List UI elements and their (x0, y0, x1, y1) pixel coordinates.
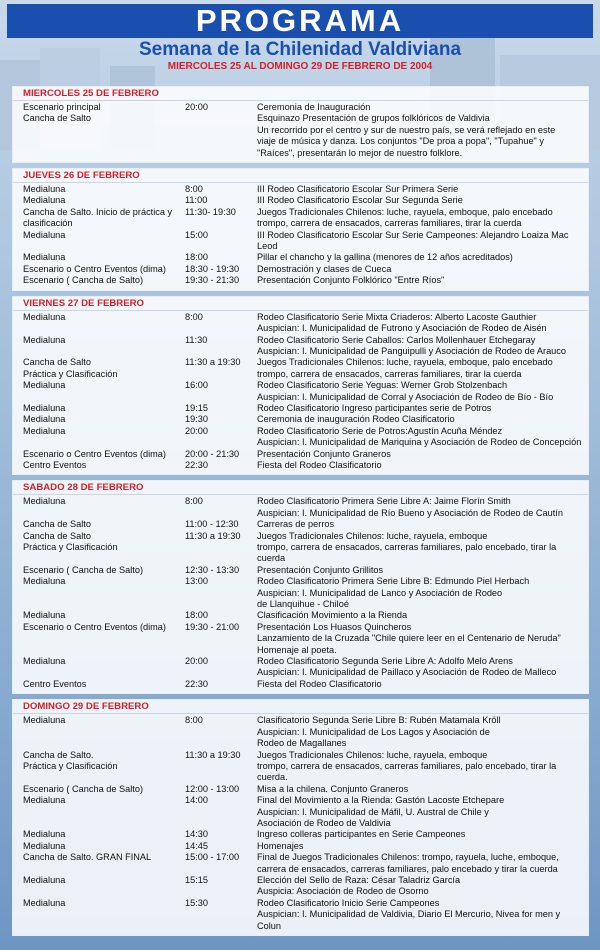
schedule-row (13, 335, 588, 346)
event-time (185, 218, 257, 229)
event-place: Medialuna (23, 402, 66, 413)
day-heading: SABADO 28 DE FEBRERO (13, 482, 588, 495)
event-description: Asociación de Rodeo de Valdivia (257, 817, 391, 828)
schedule-row (13, 738, 588, 749)
schedule-row (13, 102, 588, 113)
event-description: Rodeo de Magallanes (257, 738, 347, 749)
event-place (13, 667, 185, 678)
event-description: Auspician: I. Municipalidad de Máfil, U. Austral de Chile y (257, 806, 489, 817)
event-time (185, 909, 257, 932)
event-description: "Raíces", presentarán lo mejor de nuestro folklore. (257, 147, 463, 158)
event-place: Cancha de Salto. (23, 749, 94, 760)
schedule-row (13, 784, 588, 795)
event-place (13, 508, 185, 519)
event-place: Medialuna (23, 311, 66, 322)
event-place: Escenario ( Cancha de Salto) (23, 275, 144, 286)
event-place: Cancha de Salto. Inicio de práctica y (23, 206, 173, 217)
event-description: Auspician: I. Municipalidad de Lanco y Asociación de Rodeo (257, 587, 503, 598)
event-place: Medialuna (23, 496, 66, 507)
event-place (13, 148, 185, 159)
event-place: Medialuna (23, 414, 66, 425)
event-time (185, 667, 257, 678)
event-time (185, 542, 257, 565)
day-block (12, 699, 589, 936)
event-description: Ingreso colleras participantes en Serie Campeones (257, 829, 466, 840)
event-description: Rodeo Clasificatorio Primera Serie Libre A: Jaime Florín Smith (257, 496, 511, 507)
event-place: Práctica y Clasificación (23, 368, 118, 379)
event-place: Medialuna (23, 380, 66, 391)
event-description: Final de Juegos Tradicionales Chilenos: trompo, rayuela, luche, emboque, (257, 852, 559, 863)
event-description: trompo, carrera de ensacados, carreras familiares, tirar la cuerda (257, 368, 522, 379)
event-time: 19:30 - 21:30 (185, 275, 240, 286)
event-time: 18:00 (185, 252, 208, 263)
event-place (13, 346, 185, 357)
event-time: 15:30 (185, 897, 208, 908)
event-description: trompo, carrera de ensacados, carreras familiares, tirar la cuerda (257, 218, 522, 229)
schedule-row (13, 508, 588, 519)
schedule-row (13, 323, 588, 334)
event-place: Práctica y Clasificación (23, 542, 118, 552)
event-description: III Rodeo Clasificatorio Escolar Sur Segunda Serie (257, 195, 463, 206)
event-place (13, 323, 185, 334)
event-time (185, 738, 257, 749)
schedule-row (13, 184, 588, 195)
schedule-row (13, 218, 588, 229)
event-time: 15:00 (185, 229, 208, 240)
event-time (185, 508, 257, 519)
schedule-row (13, 230, 588, 253)
schedule-row (13, 357, 588, 368)
event-place: Medialuna (23, 715, 66, 726)
schedule-row (13, 818, 588, 829)
event-description: viaje de música y danza. Los conjuntos "De proa a popa", "Tupahue" y (257, 136, 544, 147)
schedule-row (13, 437, 588, 448)
event-time: 18:00 (185, 610, 208, 621)
event-description: Homenaje al poeta. (257, 644, 337, 655)
schedule-row (13, 875, 588, 886)
schedule-row (13, 588, 588, 599)
event-description: trompo, carrera de ensacados, carreras familiares, palo encebado, tirar la cuerda (257, 542, 557, 564)
schedule-row (13, 403, 588, 414)
event-place (13, 738, 185, 749)
event-time (185, 886, 257, 897)
event-description: Pillar el chancho y la gallina (menores de 12 años acreditados) (257, 252, 513, 263)
event-time: 19:30 (185, 414, 208, 425)
event-time: 16:00 (185, 380, 208, 391)
event-time (185, 136, 257, 147)
event-description: trompo, carrera de ensacados, carreras familiares, palo encebado, tirar la cuerda. (257, 760, 557, 783)
event-time: 20:00 (185, 102, 208, 112)
day-heading: MIERCOLES 25 DE FEBRERO (13, 88, 588, 101)
event-description: Presentación Conjunto Folklórico "Entre Ríos" (257, 275, 445, 286)
event-time (185, 588, 257, 599)
event-time (185, 437, 257, 448)
schedule-row (13, 864, 588, 875)
schedule-row (13, 392, 588, 403)
schedule-row (13, 264, 588, 275)
schedule-row (13, 312, 588, 323)
event-place (13, 886, 185, 897)
event-description: Final del Movimiento a la Rienda: Gastón Lacoste Etchepare (257, 795, 505, 806)
event-time: 11:30 a 19:30 (185, 749, 241, 760)
day-block (12, 480, 589, 694)
schedule-row (13, 909, 588, 932)
event-place (13, 588, 185, 599)
event-time: 14:45 (185, 840, 208, 851)
event-place (13, 633, 185, 644)
event-place: Medialuna (23, 795, 66, 806)
event-time (185, 125, 257, 136)
event-time: 15:00 - 17:00 (185, 852, 240, 863)
schedule-row (13, 531, 588, 542)
event-place (13, 727, 185, 738)
event-time (185, 761, 257, 784)
event-time: 15:15 (185, 874, 208, 885)
event-place: clasificación (23, 218, 73, 229)
event-description: Rodeo Clasificatorio Inicio Serie Campeones (257, 897, 440, 908)
event-time (185, 346, 257, 357)
event-time: 11:30 (185, 334, 208, 345)
schedule-row (13, 645, 588, 656)
date-range: MIERCOLES 25 AL DOMINGO 29 DE FEBRERO DE 2004 (167, 61, 433, 72)
event-description: Presentación Los Huasos Quincheros (257, 621, 412, 632)
event-place: Medialuna (23, 576, 66, 587)
event-place: Medialuna (23, 656, 66, 667)
schedule-row (13, 852, 588, 863)
event-time: 8:00 (185, 496, 203, 507)
event-time: 12:00 - 13:00 (185, 783, 240, 794)
event-place: Escenario ( Cancha de Salto) (23, 783, 144, 794)
event-description: Lanzamiento de la Cruzada "Chile quiere leer en el Centenario de Neruda" (257, 633, 561, 644)
schedule-row (13, 195, 588, 206)
schedule-row (13, 426, 588, 437)
event-place (13, 125, 185, 136)
event-time: 20:00 - 21:30 (185, 448, 240, 459)
event-description: Esquinazo Presentación de grupos folklóricos de Valdivia (257, 113, 490, 124)
event-place: Medialuna (23, 897, 66, 908)
event-place: Medialuna (23, 840, 66, 851)
event-description: Auspician: I. Municipalidad de Paillaco y Asociación de Rodeo de Malleco (257, 667, 557, 678)
event-description: Rodeo Clasificatorio Ingreso participantes serie de Potros (257, 402, 492, 413)
event-place: Escenario principal (23, 102, 101, 112)
schedule-row (13, 633, 588, 644)
schedule-row (13, 829, 588, 840)
event-description: de Llanquihue - Chiloé (257, 599, 349, 610)
event-place (13, 818, 185, 829)
event-place: Medialuna (23, 425, 66, 436)
event-time (185, 645, 257, 656)
schedule-row (13, 727, 588, 738)
event-description: Clasificación Movimiento a la Rienda (257, 610, 408, 621)
event-description: Elección del Sello de Raza: César Taladriz García (257, 874, 461, 885)
event-description: Fiesta del Rodeo Clasificatorio (257, 678, 382, 689)
event-time: 20:00 (185, 425, 208, 436)
day-block (12, 86, 589, 163)
schedule-row (13, 750, 588, 761)
event-time (185, 727, 257, 738)
event-description: Auspician: I. Municipalidad de Valdivia, Diario El Mercurio, Nivea for men y Colun (257, 909, 561, 931)
event-description: Ceremonia de Inauguración (257, 102, 371, 112)
event-description: Rodeo Clasificatorio Serie de Potros:Agustín Acuña Méndez (257, 425, 503, 436)
event-place (13, 909, 185, 932)
event-time: 14:00 (185, 795, 208, 806)
event-place: Cancha de Salto (23, 113, 91, 124)
schedule-row (13, 519, 588, 530)
schedule-row (13, 369, 588, 380)
event-place: Cancha de Salto. GRAN FINAL (23, 852, 152, 863)
event-place (13, 599, 185, 610)
event-time: 22:30 (185, 678, 208, 689)
event-time (185, 818, 257, 829)
event-place: Medialuna (23, 195, 66, 206)
day-block (12, 296, 589, 476)
event-time (185, 633, 257, 644)
header (0, 4, 600, 73)
schedule-row (13, 795, 588, 806)
event-place (13, 437, 185, 448)
event-place: Cancha de Salto (23, 519, 91, 530)
event-place: Cancha de Salto (23, 357, 91, 368)
schedule-row (13, 380, 588, 391)
schedule-row (13, 125, 588, 136)
event-description: III Rodeo Clasificatorio Escolar Sur Serie Campeones: Alejandro Loaiza Mac Leod (257, 229, 569, 252)
event-description: carrera de ensacados, carreras familiares, palo encebado y tirar la cuerda (257, 863, 558, 874)
schedule-row (13, 761, 588, 784)
event-place: Escenario o Centro Eventos (dima) (23, 448, 166, 459)
day-block (12, 168, 589, 291)
event-description: Juegos Tradicionales Chilenos: luche, rayuela, emboque (257, 749, 488, 760)
event-description: Rodeo Clasificatorio Segunda Serie Libre A: Adolfo Melo Arens (257, 656, 513, 667)
event-description: Demostración y clases de Cueca (257, 263, 392, 274)
event-time: 8:00 (185, 311, 203, 322)
schedule-row (13, 898, 588, 909)
schedule-row (13, 148, 588, 159)
event-time: 19:15 (185, 402, 208, 413)
schedule-row (13, 886, 588, 897)
event-description: III Rodeo Clasificatorio Escolar Sur Primera Serie (257, 184, 459, 195)
schedule-row (13, 207, 588, 218)
event-description: Fiesta del Rodeo Clasificatorio (257, 459, 382, 470)
event-description: Juegos Tradicionales Chilenos: luche, rayuela, emboque (257, 530, 488, 541)
schedule-row (13, 346, 588, 357)
event-place: Medialuna (23, 229, 66, 240)
event-time (185, 807, 257, 818)
event-time: 11:00 (185, 195, 208, 206)
schedule-row (13, 113, 588, 124)
event-time (185, 392, 257, 403)
event-description: Un recorrido por el centro y sur de nuestro país, se verá reflejado en este (257, 124, 556, 135)
event-description: Carreras de perros (257, 519, 335, 530)
event-time: 22:30 (185, 459, 208, 470)
event-time (185, 113, 257, 124)
page-subtitle: Semana de la Chilenidad Valdiviana (138, 39, 462, 60)
event-time: 12:30 - 13:30 (185, 564, 240, 575)
schedule-row (13, 565, 588, 576)
schedule-row (13, 622, 588, 633)
event-description: Juegos Tradicionales Chilenos: luche, rayuela, emboque, palo encebado (257, 357, 553, 368)
event-time (185, 369, 257, 380)
schedule-row (13, 136, 588, 147)
schedule-row (13, 599, 588, 610)
event-place: Centro Eventos (23, 678, 87, 689)
event-description: Rodeo Clasificatorio Primera Serie Libre B: Edmundo Piel Herbach (257, 576, 530, 587)
schedule-row (13, 679, 588, 690)
event-description: Rodeo Clasificatorio Serie Yeguas: Werner Grob Stolzenbach (257, 380, 508, 391)
event-time: 20:00 (185, 656, 208, 667)
event-description: Rodeo Clasificatorio Serie Mixta Criaderos: Alberto Lacoste Gauthier (257, 311, 537, 322)
schedule-row (13, 414, 588, 425)
event-time: 8:00 (185, 184, 203, 195)
event-description: Ceremonia de inauguración Rodeo Clasificatorio (257, 414, 455, 425)
event-description: Clasificatorio Segunda Serie Libre B: Rubén Matamala Kröll (257, 715, 501, 726)
schedule-row (13, 449, 588, 460)
event-description: Auspician: I. Municipalidad de Los Lagos y Asociación de (257, 726, 490, 737)
event-place: Medialuna (23, 610, 66, 621)
event-place (13, 645, 185, 656)
event-place (13, 392, 185, 403)
schedule-row (13, 841, 588, 852)
event-place: Centro Eventos (23, 459, 87, 470)
schedule-row (13, 656, 588, 667)
event-place: Medialuna (23, 829, 66, 840)
page-title: PROGRAMA (7, 4, 593, 38)
event-time (185, 323, 257, 334)
event-description: Auspician: I. Municipalidad de Corral y Asociación de Rodeo de Bío - Bío (257, 391, 554, 402)
event-time: 11:00 - 12:30 (185, 519, 239, 530)
event-place: Medialuna (23, 874, 66, 885)
event-time: 14:30 (185, 829, 208, 840)
event-place (13, 136, 185, 147)
event-place: Escenario ( Cancha de Salto) (23, 564, 144, 575)
schedule-row (13, 715, 588, 726)
schedule-row (13, 252, 588, 263)
event-place: Medialuna (23, 252, 66, 263)
event-place: Medialuna (23, 334, 66, 345)
event-time: 19:30 - 21:00 (185, 621, 240, 632)
schedule-row (13, 275, 588, 286)
schedule-row (13, 542, 588, 565)
event-description: Auspician: I. Municipalidad de Futrono y Asociación de Rodeo de Aisén (257, 323, 547, 334)
event-description: Auspician: I. Municipalidad de Río Bueno y Asociación de Rodeo de Cautín (257, 507, 563, 518)
schedule-row (13, 667, 588, 678)
event-description: Misa a la chilena. Conjunto Graneros (257, 783, 409, 794)
event-time: 11:30 a 19:30 (185, 530, 241, 541)
schedule (12, 86, 589, 941)
event-description: Presentación Conjunto Graneros (257, 448, 391, 459)
event-time (185, 864, 257, 875)
event-time: 11:30- 19:30 (185, 206, 236, 217)
day-heading: VIERNES 27 DE FEBRERO (13, 298, 588, 311)
event-description: Juegos Tradicionales Chilenos: luche, rayuela, emboque, palo encebado (257, 206, 553, 217)
event-place (13, 864, 185, 875)
event-place: Medialuna (23, 184, 66, 195)
event-place (13, 807, 185, 818)
schedule-row (13, 460, 588, 471)
event-time: 18:30 - 19:30 (185, 263, 240, 274)
event-description: Homenajes (257, 840, 304, 851)
event-description: Presentación Conjunto Grillitos (257, 564, 384, 575)
event-time: 11:30 a 19:30 (185, 357, 241, 368)
event-description: Auspician: I. Municipalidad de Panguipulli y Asociación de Rodeo de Arauco (257, 345, 567, 356)
event-description: Auspician: I. Municipalidad de Mariquina y Asociación de Rodeo de Concepción (257, 437, 582, 448)
schedule-row (13, 576, 588, 587)
event-place: Escenario o Centro Eventos (dima) (23, 263, 166, 274)
event-description: Rodeo Clasificatorio Serie Caballos: Carlos Mollenhauer Etchegaray (257, 334, 536, 345)
event-time: 8:00 (185, 715, 203, 726)
schedule-row (13, 807, 588, 818)
event-time: 13:00 (185, 576, 208, 587)
schedule-row (13, 496, 588, 507)
event-description: Auspicia: Asociación de Rodeo de Osorno (257, 886, 429, 897)
day-heading: DOMINGO 29 DE FEBRERO (13, 701, 588, 714)
event-place: Cancha de Salto (23, 530, 91, 541)
event-time (185, 599, 257, 610)
schedule-row (13, 610, 588, 621)
event-place: Escenario o Centro Eventos (dima) (23, 621, 166, 632)
day-heading: JUEVES 26 DE FEBRERO (13, 170, 588, 183)
event-place: Práctica y Clasificación (23, 760, 118, 771)
event-time (185, 148, 257, 159)
